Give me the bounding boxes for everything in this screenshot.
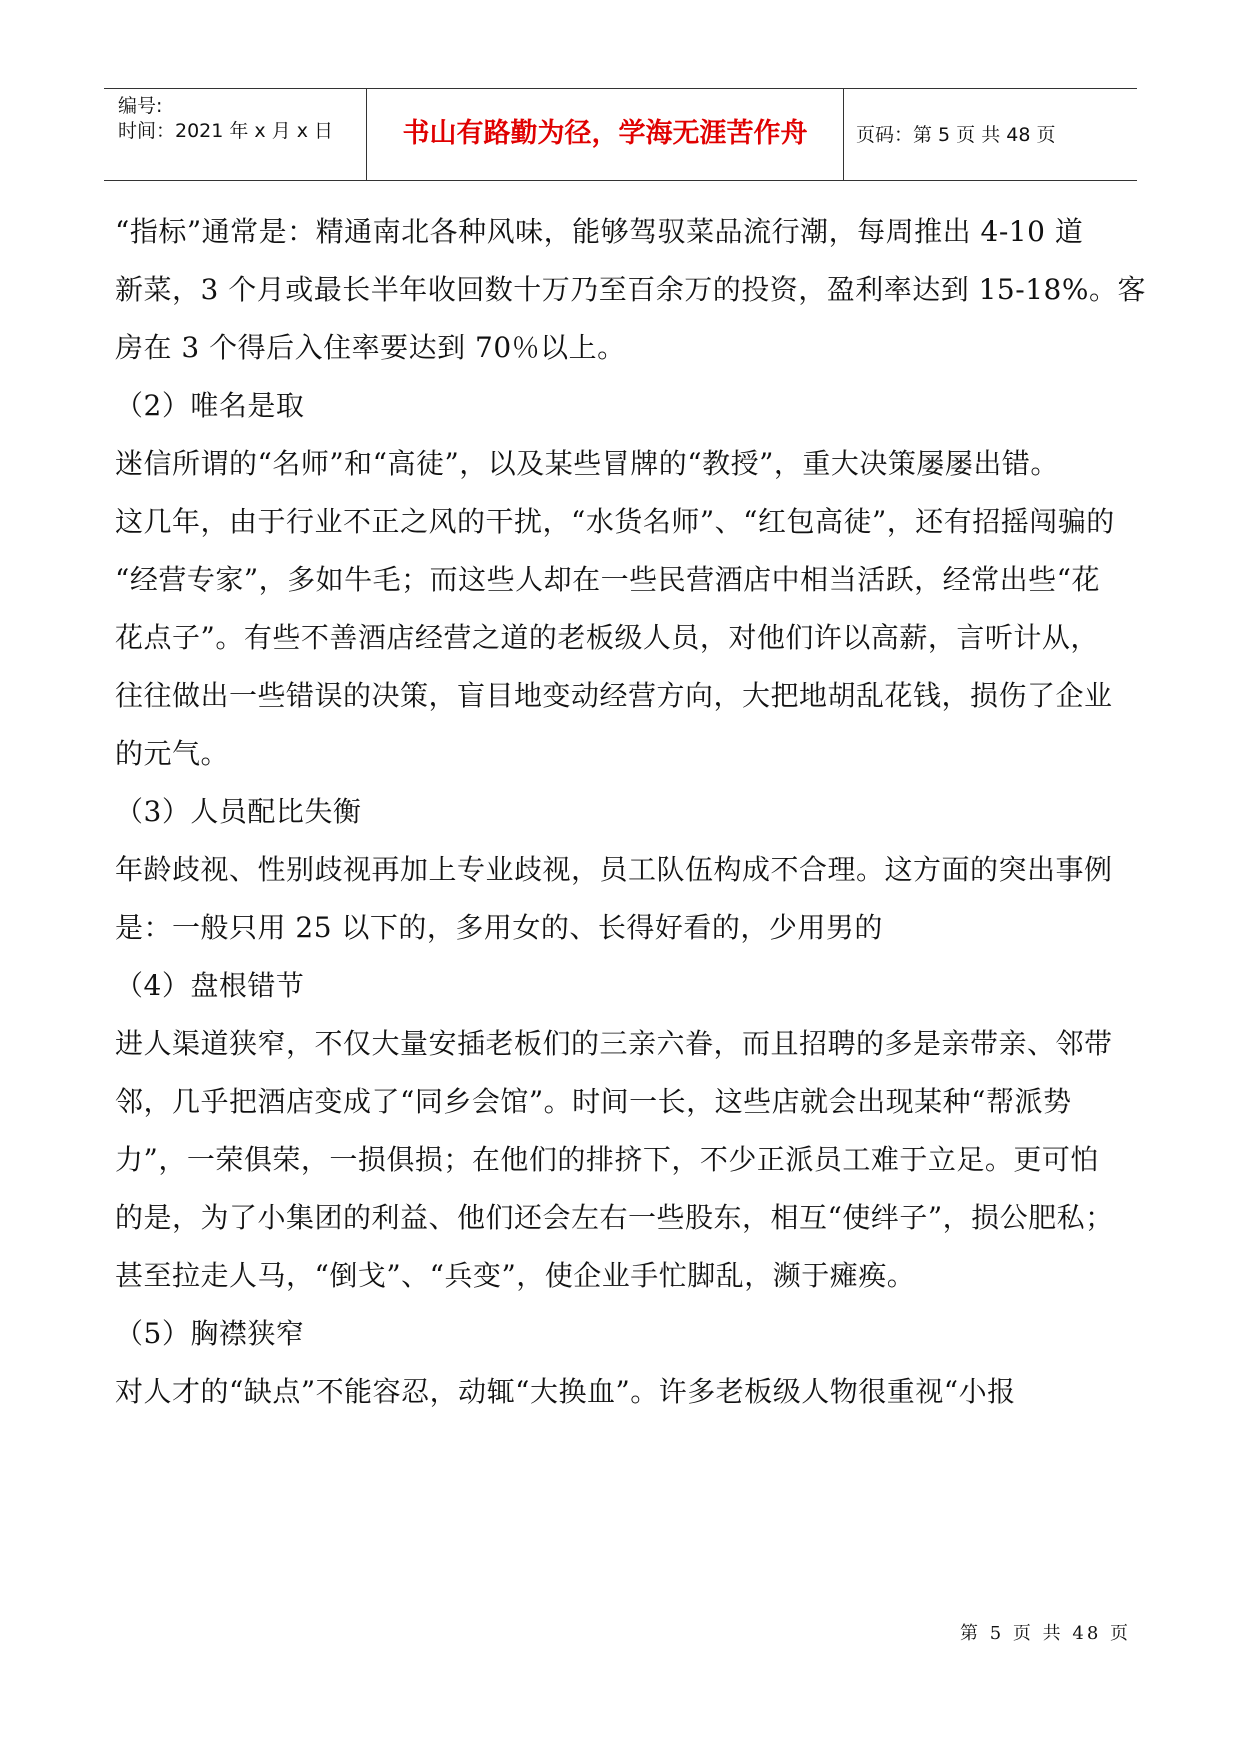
text-line: 邻，几乎把酒店变成了“同乡会馆”。时间一长，这些店就会出现某种“帮派势 <box>115 1085 1072 1118</box>
text-line: 迷信所谓的“名师”和“高徒”，以及某些冒牌的“教授”，重大决策屡屡出错。 <box>115 447 1059 480</box>
header-motto-cell <box>366 89 844 180</box>
text-line: “经营专家”，多如牛毛；而这些人却在一些民营酒店中相当活跃，经常出些“花 <box>115 563 1100 596</box>
document-time-label: 时间：2021 年 x 月 x 日 <box>118 120 334 142</box>
text-line: 年龄歧视、性别歧视再加上专业歧视，员工队伍构成不合理。这方面的突出事例 <box>115 853 1113 886</box>
text-line: 新菜，3 个月或最长半年收回数十万乃至百余万的投资，盈利率达到 15-18%。客 <box>115 273 1146 306</box>
document-number-label: 编号: <box>118 95 163 117</box>
header-page-code: 页码：第 5 页 共 48 页 <box>856 124 1056 146</box>
text-line: 是：一般只用 25 以下的，多用女的、长得好看的，少用男的 <box>115 911 883 944</box>
header-info-cell <box>104 89 366 180</box>
section-heading: （4）盘根错节 <box>115 969 305 1002</box>
text-line: 进人渠道狭窄，不仅大量安插老板们的三亲六眷，而且招聘的多是亲带亲、邻带 <box>115 1027 1113 1060</box>
text-line: 力”，一荣俱荣，一损俱损；在他们的排挤下，不少正派员工难于立足。更可怕 <box>115 1143 1099 1176</box>
text-line: 的是，为了小集团的利益、他们还会左右一些股东，相互“使绊子”，损公肥私； <box>115 1201 1114 1234</box>
text-line: 花点子”。有些不善酒店经营之道的老板级人员，对他们许以高薪，言听计从， <box>115 621 1099 654</box>
section-heading: （5）胸襟狭窄 <box>115 1317 305 1350</box>
header-motto: 书山有路勤为径，学海无涯苦作舟 <box>402 118 808 149</box>
header-page-cell <box>844 89 1137 180</box>
text-line: 房在 3 个得后入住率要达到 70％以上。 <box>115 331 626 364</box>
text-line: “指标”通常是：精通南北各种风味，能够驾驭菜品流行潮，每周推出 4-10 道 <box>115 215 1084 248</box>
text-line: 往往做出一些错误的决策，盲目地变动经营方向，大把地胡乱花钱，损伤了企业 <box>115 679 1113 712</box>
text-line: 甚至拉走人马，“倒戈”、“兵变”，使企业手忙脚乱，濒于瘫痪。 <box>115 1259 916 1292</box>
section-heading: （3）人员配比失衡 <box>115 795 362 828</box>
text-line: 对人才的“缺点”不能容忍，动辄“大换血”。许多老板级人物很重视“小报 <box>115 1375 1016 1408</box>
text-line: 这几年，由于行业不正之风的干扰，“水货名师”、“红包高徒”，还有招摇闯骗的 <box>115 505 1115 538</box>
page-footer: 第 5 页 共 48 页 <box>960 1623 1131 1644</box>
page-header-table <box>104 88 1137 181</box>
section-heading: （2）唯名是取 <box>115 389 305 422</box>
text-line: 的元气。 <box>115 737 230 770</box>
